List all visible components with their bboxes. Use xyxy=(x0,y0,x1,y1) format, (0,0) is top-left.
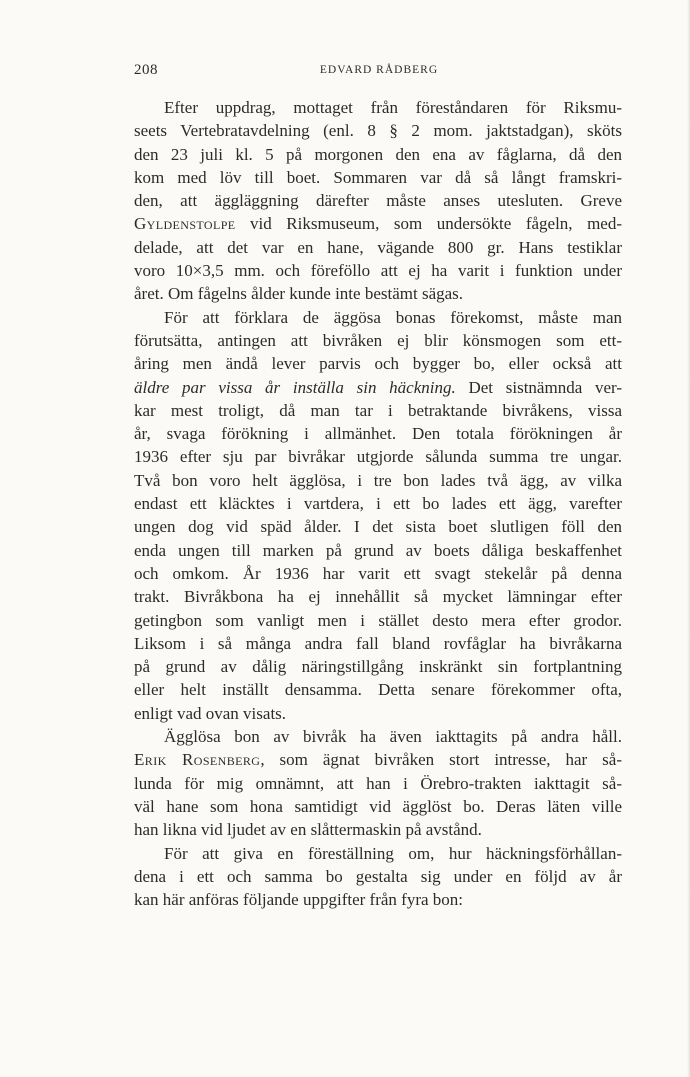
text-line: endast ett kläcktes i vartdera, i ett bo lades ett ägg, varefter xyxy=(134,494,622,514)
text-line xyxy=(134,748,622,771)
text-line: han likna vid ljudet av en slåttermaskin på avstånd. xyxy=(134,820,482,840)
author-name: Gyldenstolpe xyxy=(134,214,236,234)
text-line: delade, att det var en hane, vägande 800 gr. Hans testiklar xyxy=(134,237,622,257)
text-line: För att giva en föreställning om, hur häckningsförhållan- xyxy=(164,843,622,863)
text-line: eller helt inställt densamma. Detta senare förekommer ofta, xyxy=(134,680,622,700)
text-line: För att förklara de äggösa bonas förekomst, måste man xyxy=(164,307,622,327)
text-line: Ägglösa bon av bivråk ha även iakttagits på andra håll. xyxy=(164,727,622,747)
text-line: seets Vertebratavdelning (enl. 8 § 2 mom. jaktstadgan), sköts xyxy=(134,121,622,141)
text-line: getingbon som vanligt men i stället desto mera efter grodor. xyxy=(134,610,622,630)
text-line: 1936 efter sju par bivråkar utgjorde sålunda summa tre ungar. xyxy=(134,447,622,467)
text-line: voro 10×3,5 mm. och föreföllo att ej ha varit i funktion under xyxy=(134,261,622,281)
page-number: 208 xyxy=(134,62,158,78)
text-segment: , som ägnat bivråken stort intresse, har så- xyxy=(260,750,622,770)
text-line: på grund av dålig näringstillgång inskränkt sin fortplantning xyxy=(134,657,622,677)
text-line: lunda för mig omnämnt, att han i Örebro-trakten iakttagit så- xyxy=(134,773,622,793)
text-line: dena i ett och samma bo gestalta sig under en följd av år xyxy=(134,866,622,886)
text-line: enligt vad ovan visats. xyxy=(134,703,287,723)
body-text xyxy=(134,96,622,911)
text-segment: Det sistnämnda ver- xyxy=(455,377,622,397)
text-line: kar mest troligt, då man tar i betraktande bivråkens, vissa xyxy=(134,400,622,420)
text-line: kan här anföras följande uppgifter från fyra bon: xyxy=(134,890,464,910)
text-line: Två bon voro helt ägglösa, i tre bon lades två ägg, av vilka xyxy=(134,470,622,490)
text-line: den 23 juli kl. 5 på morgonen den ena av fåglarna, då den xyxy=(134,144,622,164)
text-segment: vid Riksmuseum, som undersökte fågeln, med- xyxy=(235,214,622,234)
text-line: kom med löv till boet. Sommaren var då så långt framskri- xyxy=(134,167,622,187)
text-line xyxy=(134,212,622,235)
text-line: och omkom. År 1936 har varit ett svagt stekelår på denna xyxy=(134,563,622,583)
text-line xyxy=(134,376,622,399)
author-name: Erik Rosenberg xyxy=(134,750,261,770)
text-line: den, att äggläggning därefter måste anses utesluten. Greve xyxy=(134,191,622,211)
running-head: EDVARD RÅDBERG xyxy=(319,64,439,76)
text-line: ungen dog vid späd ålder. I det sista boet slutligen föll den xyxy=(134,517,622,537)
text-line: året. Om fågelns ålder kunde inte bestämt sägas. xyxy=(134,284,464,304)
text-line: åring men ändå lever parvis och bygger bo, eller också att xyxy=(134,354,622,374)
text-line: Liksom i så många andra fall bland rovfåglar ha bivråkarna xyxy=(134,633,622,653)
text-line: förutsätta, antingen att bivråken ej blir könsmogen som ett- xyxy=(134,330,622,350)
text-line: enda ungen till marken på grund av boets dåliga beskaffenhet xyxy=(134,540,622,560)
text-line: trakt. Bivråkbona ha ej innehållit så mycket lämningar efter xyxy=(134,587,622,607)
page-header xyxy=(134,62,624,84)
text-line: väl hane som hona samtidigt vid ägglöst bo. Deras läten ville xyxy=(134,796,622,816)
text-line: Efter uppdrag, mottaget från föreståndaren för Riksmu- xyxy=(164,98,622,117)
emphasis-text: äldre par vissa år inställa sin häckning. xyxy=(134,377,456,397)
text-line: år, svaga förökning i allmänhet. Den totala förökningen år xyxy=(134,424,622,444)
